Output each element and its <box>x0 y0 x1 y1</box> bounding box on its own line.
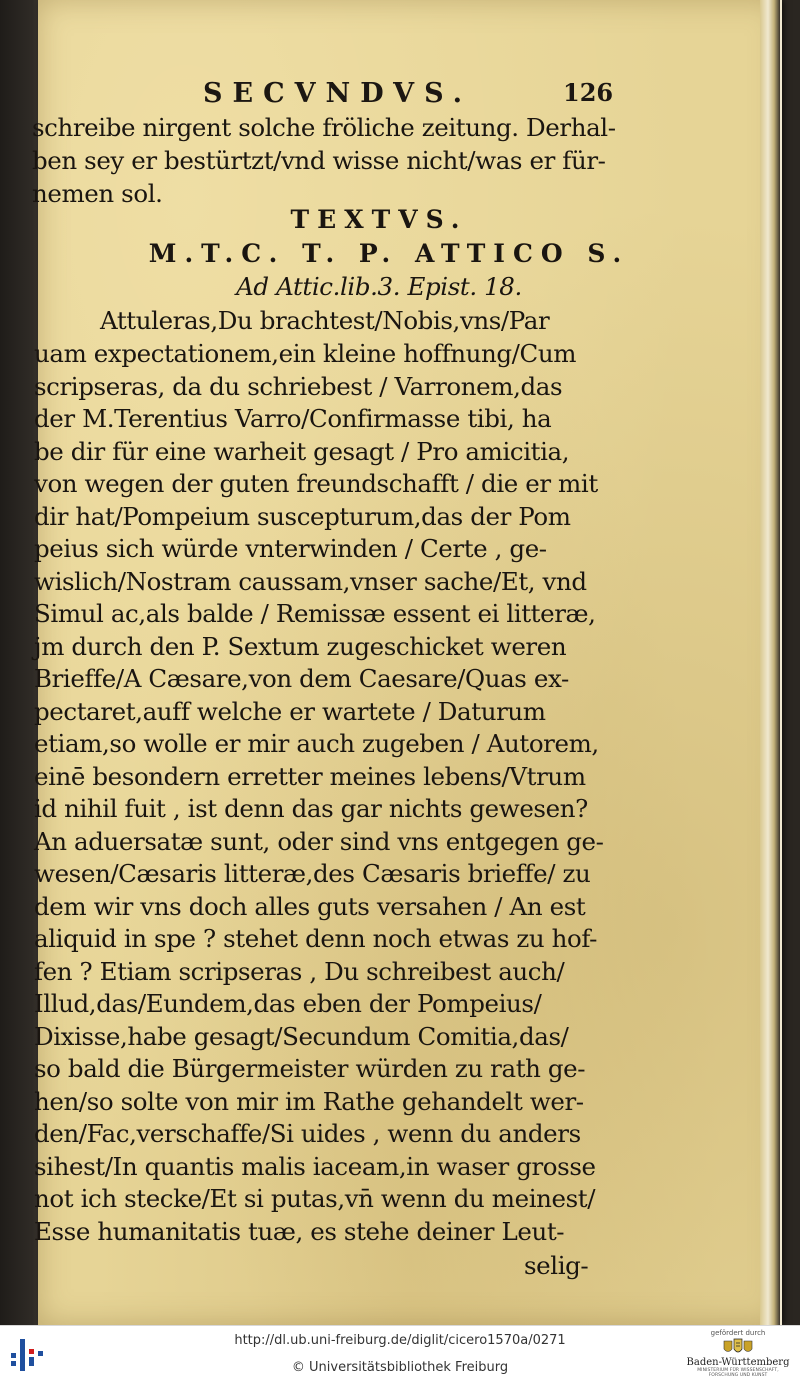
text-line: den/Fac,verschaffe/Si uides , wenn du anders <box>34 1119 581 1148</box>
letter-heading: M.T.C. T. P. ATTICO S. <box>148 239 630 268</box>
text-line: etiam,so wolle er mir auch zugeben / Autorem, <box>34 729 599 758</box>
text-line: dir hat/Pompeium suscepturum,das der Pom <box>34 502 571 531</box>
text-line: pectaret,auff welche er wartete / Daturum <box>34 697 546 726</box>
text-line: be dir für eine warheit gesagt / Pro amicitia, <box>34 437 570 466</box>
coat-of-arms-icon <box>718 1338 758 1356</box>
text-line: hen/so solte von mir im Rathe gehandelt wer- <box>34 1087 584 1116</box>
text-line: uam expectationem,ein kleine hoffnung/Cum <box>34 339 577 368</box>
text-line: nemen sol. <box>32 179 163 208</box>
sponsor-logo <box>682 1328 794 1382</box>
text-line: not ich stecke/Et si putas,vn̄ wenn du meinest/ <box>34 1184 596 1213</box>
page-header <box>38 78 780 114</box>
section-heading: TEXTVS. <box>290 205 468 234</box>
text-line: einē besondern erretter meines lebens/Vtrum <box>34 762 586 791</box>
sponsor-caption: gefördert durch <box>710 1329 766 1337</box>
text-line: jm durch den P. Sextum zugeschicket weren <box>34 632 567 661</box>
viewer-footer <box>0 1325 800 1384</box>
text-line: Dixisse,habe gesagt/Secundum Comitia,das/ <box>34 1022 569 1051</box>
text-line: Esse humanitatis tuæ, es stehe deiner Leut- <box>34 1217 565 1246</box>
text-line: Illud,das/Eundem,das eben der Pompeius/ <box>34 989 542 1018</box>
text-line: schreibe nirgent solche fröliche zeitung. Derhal- <box>32 113 616 142</box>
text-line: so bald die Bürgermeister würden zu rath ge- <box>34 1054 586 1083</box>
permalink-url[interactable]: http://dl.ub.uni-freiburg.de/diglit/cicero1570a/0271 <box>234 1333 566 1348</box>
text-line: ben sey er bestürtzt/vnd wisse nicht/was er für- <box>32 146 606 175</box>
text-line: wesen/Cæsaris litteræ,des Cæsaris brieffe/ zu <box>34 859 591 888</box>
text-line: sihest/In quantis malis iaceam,in waser grosse <box>34 1152 596 1181</box>
text-line: Brieffe/A Cæsare,von dem Caesare/Quas ex- <box>34 664 569 693</box>
catchword: selig- <box>524 1251 589 1280</box>
sponsor-ministry: MINISTERIUM FÜR WISSENSCHAFT, FORSCHUNG UND KUNST <box>697 1368 779 1378</box>
page-number: 126 <box>563 78 614 107</box>
text-line: Attuleras,Du brachtest/Nobis,vns/Par <box>100 306 550 335</box>
running-head: SECVNDVS. <box>203 78 473 109</box>
text-line: Simul ac,als balde / Remissæ essent ei litteræ, <box>34 599 596 628</box>
source-reference: Ad Attic.lib.3. Epist. 18. <box>236 272 522 301</box>
text-line: fen ? Etiam scripseras , Du schreibest auch/ <box>34 957 565 986</box>
text-line: von wegen der guten freundschafft / die er mit <box>34 469 598 498</box>
text-line: id nihil fuit , ist denn das gar nichts gewesen? <box>34 794 588 823</box>
text-line: dem wir vns doch alles guts versahen / An est <box>34 892 586 921</box>
text-line: aliquid in spe ? stehet denn noch etwas zu hof- <box>34 924 598 953</box>
sponsor-name: Baden-Württemberg <box>686 1357 790 1368</box>
book-page-scan <box>32 0 782 1325</box>
text-line: scripseras, da du schriebest / Varronem,das <box>34 372 563 401</box>
text-line: An aduersatæ sunt, oder sind vns entgegen ge- <box>34 827 604 856</box>
text-line: peius sich würde vnterwinden / Certe , ge- <box>34 534 547 563</box>
page-edge <box>760 0 780 1325</box>
copyright-notice: © Universitätsbibliothek Freiburg <box>291 1360 509 1375</box>
text-line: der M.Terentius Varro/Confirmasse tibi, ha <box>34 404 552 433</box>
text-line: wislich/Nostram caussam,vnser sache/Et, vnd <box>34 567 587 596</box>
